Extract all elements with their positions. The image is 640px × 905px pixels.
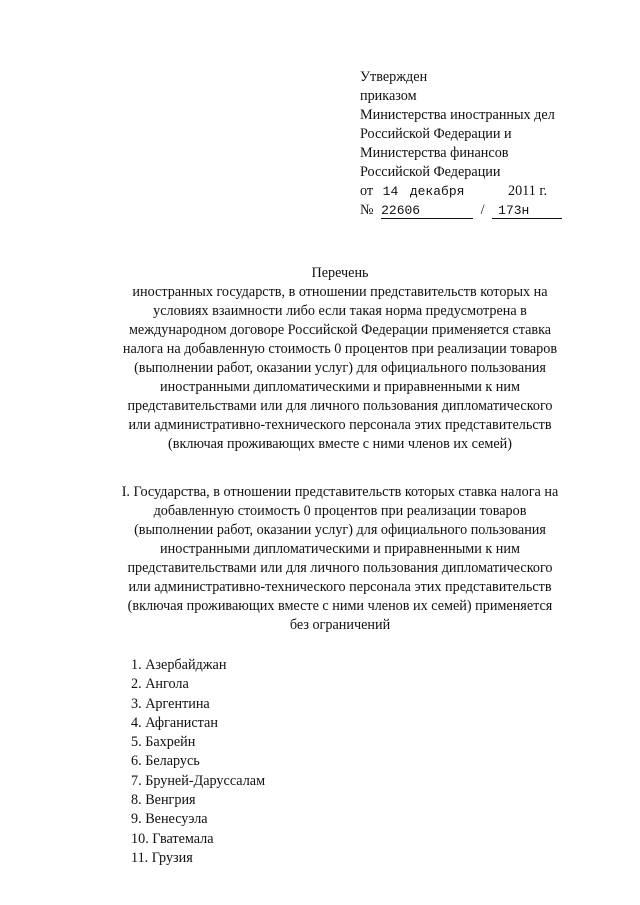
title-line: (выполнении работ, оказании услуг) для официального пользования	[134, 360, 546, 376]
title-line: представительствами или для личного пользования дипломатического	[127, 398, 553, 414]
section-heading	[80, 483, 600, 635]
date-year: 2011 г.	[507, 183, 548, 199]
list-item: 10. Гватемала	[131, 830, 214, 847]
section-line: (выполнении работ, оказании услуг) для официального пользования	[134, 522, 546, 538]
section-line: или административно-технического персонала этих представительств	[128, 579, 552, 595]
approval-line: Министерства финансов	[360, 145, 509, 161]
approval-stamp	[360, 68, 630, 220]
list-item: 9. Венесуэла	[131, 811, 208, 828]
date-day: 14	[382, 184, 399, 199]
section-line: (включая проживающих вместе с ними членов их семей) применяется	[127, 598, 553, 614]
title-line: международном договоре Российской Федерации применяется ставка	[128, 322, 552, 338]
title-line: условиях взаимности либо если такая норма предусмотрена в	[153, 303, 527, 319]
title-line: иностранными дипломатическими и приравненными к ним	[160, 379, 520, 395]
list-item: 8. Венгрия	[131, 792, 196, 809]
document-title	[60, 264, 620, 454]
title-line: (включая проживающих вместе с ними членов их семей)	[168, 436, 512, 452]
section-line: иностранными дипломатическими и приравненными к ним	[160, 541, 520, 557]
list-item: 7. Бруней-Даруссалам	[131, 772, 266, 789]
approval-line: Министерства иностранных дел	[360, 107, 555, 123]
list-item: 6. Беларусь	[131, 753, 200, 770]
section-line: I. Государства, в отношении представительств которых ставка налога на	[121, 484, 559, 500]
title-heading: Перечень	[311, 265, 369, 281]
list-item: 3. Аргентина	[131, 695, 210, 712]
approval-line: приказом	[360, 88, 417, 104]
title-line: или административно-технического персонала этих представительств	[128, 417, 552, 433]
list-item: 1. Азербайджан	[131, 657, 227, 673]
section-line: добавленную стоимость 0 процентов при реализации товаров	[153, 503, 527, 519]
approval-line: Российской Федерации и	[360, 126, 512, 142]
list-item: 11. Грузия	[131, 849, 193, 866]
number-mof: 173н	[492, 203, 562, 219]
date-month: декабря	[409, 184, 465, 199]
title-line: иностранных государств, в отношении представительств которых на	[132, 284, 548, 300]
list-item: 2. Ангола	[131, 676, 189, 693]
approval-number	[360, 201, 630, 220]
number-separator: /	[480, 202, 485, 218]
date-prefix: от	[360, 183, 374, 199]
section-line: представительствами или для личного пользования дипломатического	[127, 560, 553, 576]
title-line: налога на добавленную стоимость 0 процентов при реализации товаров	[122, 341, 558, 357]
list-item: 5. Бахрейн	[131, 734, 196, 751]
number-mfa: 22606	[381, 203, 473, 219]
approval-date	[360, 182, 630, 201]
section-line: без ограничений	[289, 617, 391, 633]
country-list	[131, 656, 265, 868]
list-item: 4. Афганистан	[131, 714, 218, 731]
approval-line: Утвержден	[360, 69, 428, 85]
approval-line: Российской Федерации	[360, 164, 501, 180]
number-sign: №	[360, 202, 374, 218]
